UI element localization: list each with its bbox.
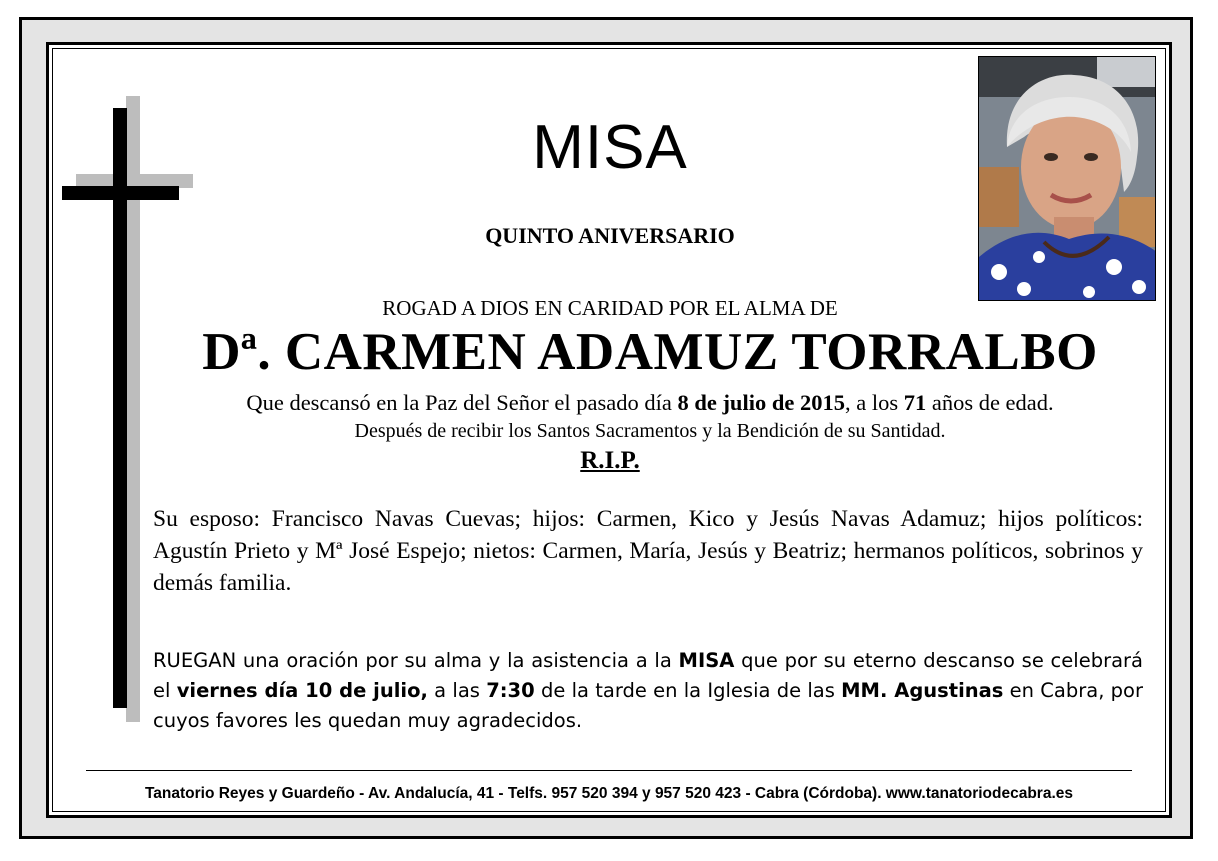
family-paragraph: Su esposo: Francisco Navas Cuevas; hijos: Carmen, Kico y Jesús Navas Adamuz; hijos políticos: Agustín Prieto y Mª José Espejo; nietos: Carmen, María, Jesús y Beatriz; hermanos políticos, sobrinos y demás familia. — [153, 506, 1143, 596]
rip-label: R.I.P. — [580, 447, 640, 474]
request-text-5: en Cabra, por cuyos favores les quedan muy agradecidos. — [153, 679, 1143, 732]
portrait-image — [979, 57, 1156, 301]
mass-title: MISA — [532, 113, 688, 182]
request-bold-2: viernes día 10 de julio, — [176, 679, 428, 702]
intro-line: ROGAD A DIOS EN CARIDAD POR EL ALMA DE — [382, 296, 838, 320]
portrait-photo — [978, 56, 1156, 301]
request-paragraph — [153, 646, 1143, 736]
deceased-name: Dª. CARMEN ADAMUZ TORRALBO — [202, 323, 1098, 381]
request-text-1: RUEGAN una oración por su alma y la asistencia a la — [153, 649, 679, 672]
request-text-4: de la tarde en la Iglesia de las — [534, 679, 842, 702]
death-info-line — [150, 390, 1150, 416]
footer-divider — [86, 770, 1132, 771]
request-text-2: que por su eterno descanso se celebrará el — [153, 649, 1144, 702]
death-info-prefix: Que descansó en la Paz del Señor el pasado día — [246, 390, 678, 415]
anniversary-subtitle: QUINTO ANIVERSARIO — [485, 223, 735, 248]
request-bold-4: MM. Agustinas — [841, 679, 1004, 702]
request-bold-3: 7:30 — [486, 679, 535, 702]
cross-horizontal — [62, 186, 179, 200]
footer-contact: Tanatorio Reyes y Guardeño - Av. Andalucía, 41 - Telfs. 957 520 394 y 957 520 423 - Cabra (Córdoba). www.tanatoriodecabra.es — [144, 785, 1074, 802]
sacraments-line: Después de recibir los Santos Sacramentos y la Bendición de su Santidad. — [354, 420, 946, 442]
death-info-suffix: años de edad. — [926, 390, 1054, 415]
request-text-3: a las — [427, 679, 487, 702]
death-age: 71 — [903, 390, 927, 415]
death-info-mid: , a los — [844, 390, 904, 415]
request-bold-1: MISA — [678, 649, 735, 672]
death-date: 8 de julio de 2015 — [677, 390, 845, 415]
